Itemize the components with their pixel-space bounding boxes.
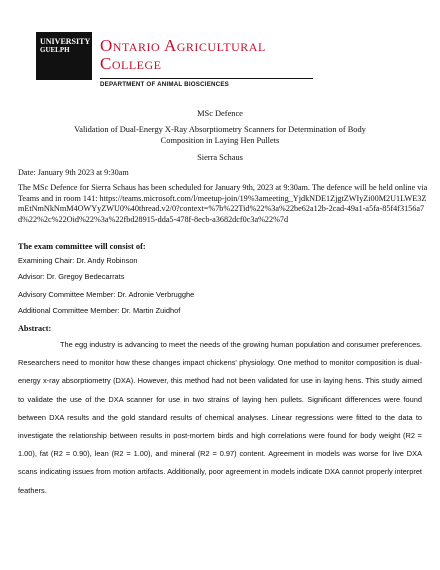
- committee-member-advisor: Advisor: Dr. Gregoy Bedecarrats: [18, 272, 125, 281]
- abstract-body: The egg industry is advancing to meet the needs of the growing human population and consumer preferences. Researchers need to monitor how these changes impact chickens' physiology. One method to monitor composition is dual-energy x-ray absorptiometry (DXA). However, this method had not been validated for use in laying hens. This study aimed to validate the use of the DXA scanner for use in two strains of laying hen pullets. Significant differences were found between DXA results and the gold standard results of chemical analyses. Linear regressions were fitted to the data to investigate the relationship between results in post-mortem birds and high correlations were found for body weight (R2 = 1.00), fat (R2 = 0.90), lean (R2 = 1.00), and mineral (R2 = 0.97) content. Agreement in models was worse for live DXA scans indicating issues from motion artifacts. Additionally, poor agreement in models indicate DXA cannot properly interpret feathers.: [18, 340, 422, 495]
- abstract-heading: Abstract:: [18, 324, 52, 333]
- committee-member-additional: Additional Committee Member: Dr. Martin Zuidhof: [18, 306, 181, 315]
- college-name: Ontario Agricultural College: [100, 36, 266, 73]
- committee-heading: The exam committee will consist of:: [18, 242, 146, 251]
- committee-member-chair: Examining Chair: Dr. Andy Robinson: [18, 256, 138, 265]
- university-logo: [36, 32, 92, 80]
- degree-heading: MSc Defence: [197, 109, 243, 118]
- announcement-text: The MSc Defence for Sierra Schaus has been scheduled for January 9th, 2023 at 9:30am. The defence will be held online via Teams and in room 141:: [18, 183, 428, 203]
- defence-date: Date: January 9th 2023 at 9:30am: [18, 168, 129, 177]
- department-name: DEPARTMENT OF ANIMAL BIOSCIENCES: [100, 81, 230, 88]
- committee-member-advisory: Advisory Committee Member: Dr. Adronie Verbrugghe: [18, 290, 195, 299]
- logo-line-1: UNIVERSITY: [40, 37, 91, 46]
- teams-meeting-link[interactable]: https://teams.microsoft.com/l/meetup-join/19%3ameeting_YjdkNDE1ZjgtZWIyZi00M2U1LWE3ZmEtNmNkNmM4OWYyZWU0%40thread.v2/0?context=%7b%22Tid%22%3a%22be62a12b-2cad-49a1-a5fa-85f4f3156a7d%22%2c%22Oid%22%3a%22fbd28915-dda5-478f-8ecb-a3682dcf0c3a%22%7d: [18, 193, 427, 224]
- author-name: Sierra Schaus: [197, 153, 243, 162]
- announcement-paragraph: [18, 183, 428, 225]
- thesis-title: Validation of Dual-Energy X-Ray Absorptiometry Scanners for Determination of Body Composition in Laying Hen Pullets: [74, 125, 366, 145]
- header-divider: [100, 78, 313, 79]
- logo-line-2: GUELPH: [40, 46, 70, 54]
